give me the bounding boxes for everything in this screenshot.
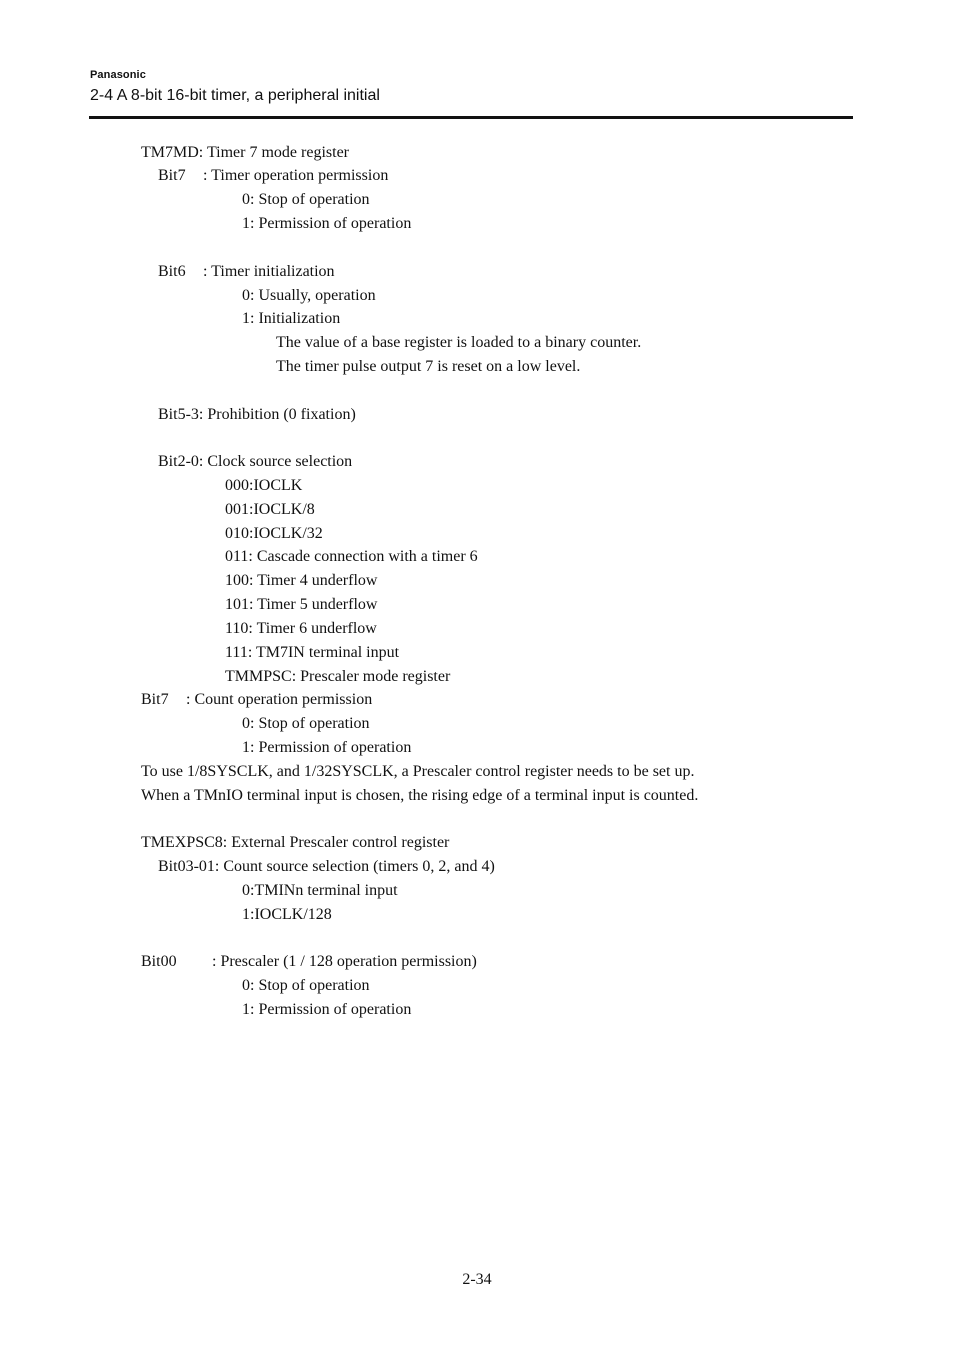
bit-field: Bit5-3: Prohibition (0 fixation) xyxy=(158,406,356,423)
bit-label: Bit7 xyxy=(158,167,186,184)
bit-label: Bit7 xyxy=(141,691,169,708)
bit-description: : Timer operation permission xyxy=(203,167,389,184)
bit-description: : Count operation permission xyxy=(186,691,373,708)
bit-option: 0:TMINn terminal input xyxy=(242,882,398,899)
section-title: 2-4 A 8-bit 16-bit timer, a peripheral initial xyxy=(90,87,380,104)
register-heading: TMEXPSC8: External Prescaler control register xyxy=(141,834,450,851)
brand-logo-text: Panasonic xyxy=(90,69,146,81)
note-paragraph: To use 1/8SYSCLK, and 1/32SYSCLK, a Prescaler control register needs to be set up. xyxy=(141,763,695,780)
bit-description: : Prescaler (1 / 128 operation permission) xyxy=(212,953,477,970)
option-note: The timer pulse output 7 is reset on a low level. xyxy=(276,358,581,375)
bit-option: 0: Stop of operation xyxy=(242,715,370,732)
clock-option: 011: Cascade connection with a timer 6 xyxy=(225,548,478,565)
bit-option: 0: Usually, operation xyxy=(242,287,376,304)
bit-option: 1: Permission of operation xyxy=(242,215,412,232)
note-paragraph: When a TMnIO terminal input is chosen, the rising edge of a terminal input is counted. xyxy=(141,787,699,804)
clock-option: 010:IOCLK/32 xyxy=(225,525,323,542)
clock-option: 000:IOCLK xyxy=(225,477,303,494)
option-note: The value of a base register is loaded to a binary counter. xyxy=(276,334,642,351)
clock-option: 101: Timer 5 underflow xyxy=(225,596,378,613)
page-number: 2-34 xyxy=(462,1271,492,1288)
register-heading: TMMPSC: Prescaler mode register xyxy=(225,668,451,685)
bit-description: : Timer initialization xyxy=(203,263,335,280)
bit-option: 1: Permission of operation xyxy=(242,739,412,756)
bit-option: 1:IOCLK/128 xyxy=(242,906,332,923)
bit-label: Bit00 xyxy=(141,953,177,970)
clock-option: 110: Timer 6 underflow xyxy=(225,620,377,637)
clock-option: 001:IOCLK/8 xyxy=(225,501,315,518)
register-heading: TM7MD: Timer 7 mode register xyxy=(141,144,349,161)
bit-label: Bit6 xyxy=(158,263,186,280)
bit-option: 1: Initialization xyxy=(242,310,341,327)
bit-option: 1: Permission of operation xyxy=(242,1001,412,1018)
clock-option: 111: TM7IN terminal input xyxy=(225,644,400,661)
bit-field: Bit03-01: Count source selection (timers 0, 2, and 4) xyxy=(158,858,495,875)
bit-option: 0: Stop of operation xyxy=(242,191,370,208)
bit-field: Bit2-0: Clock source selection xyxy=(158,453,353,470)
clock-option: 100: Timer 4 underflow xyxy=(225,572,378,589)
bit-option: 0: Stop of operation xyxy=(242,977,370,994)
